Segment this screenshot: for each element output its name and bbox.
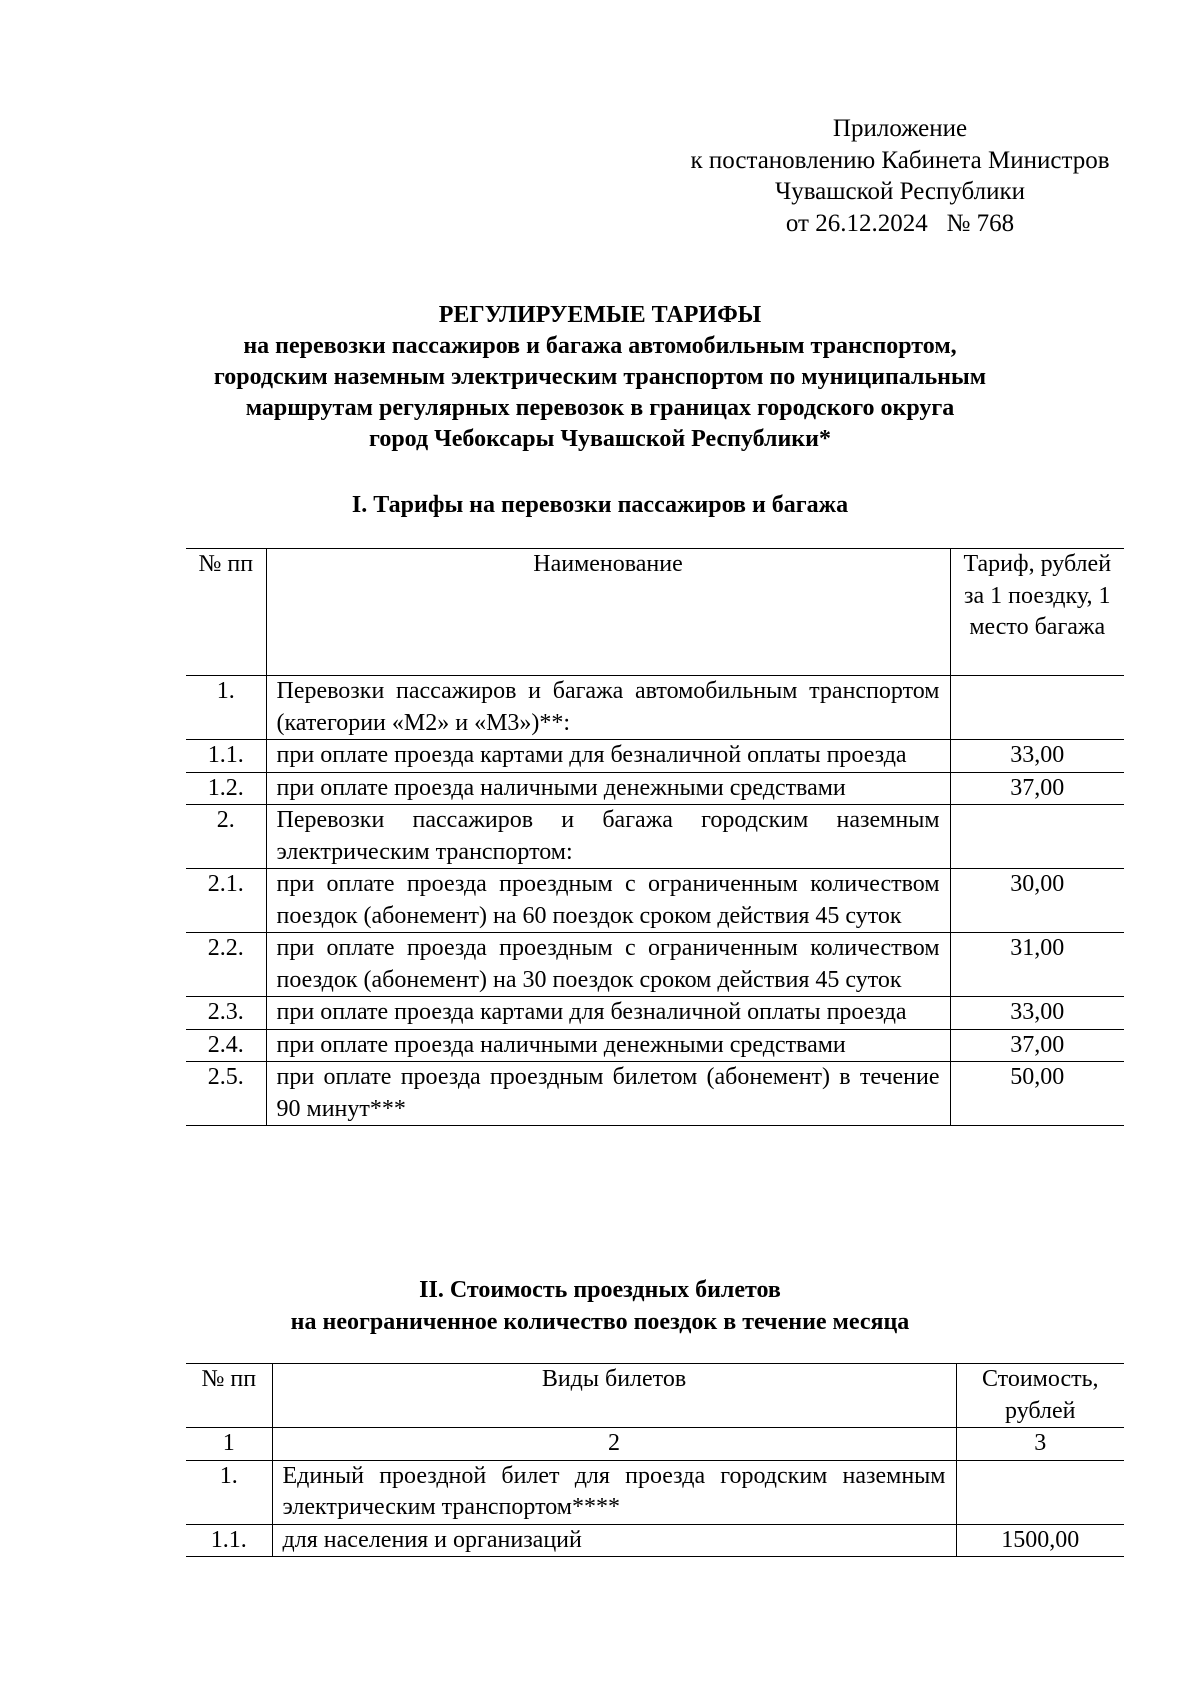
table-row <box>186 1062 1124 1126</box>
row-value <box>950 676 1124 740</box>
row-number: 2.5. <box>186 1062 266 1126</box>
tickets-table <box>186 1363 1124 1557</box>
table-header-row <box>186 1364 1124 1428</box>
table-row <box>186 933 1124 997</box>
row-number: 2. <box>186 805 266 869</box>
approval-number: № 768 <box>946 209 1015 237</box>
table-row <box>186 1524 1124 1557</box>
row-name: при оплате проезда проездным с ограниченным количеством поездок (абонемент) на 30 поездок сроком действия 45 суток <box>266 933 950 997</box>
tariffs-table <box>186 548 1124 1126</box>
row-number: 2.4. <box>186 1029 266 1062</box>
header-name: Виды билетов <box>272 1364 956 1428</box>
title-line-3: городским наземным электрическим транспортом по муниципальным <box>213 364 987 390</box>
row-value: 30,00 <box>950 869 1124 933</box>
row-name: при оплате проезда наличными денежными средствами <box>266 1029 950 1062</box>
row-value: 1500,00 <box>956 1524 1124 1557</box>
row-name: при оплате проезда проездным билетом (абонемент) в течение 90 минут*** <box>266 1062 950 1126</box>
row-value: 33,00 <box>950 997 1124 1030</box>
approval-date: от 26.12.2024 <box>785 209 928 237</box>
column-number-3: 3 <box>956 1428 1124 1461</box>
table-row <box>186 1029 1124 1062</box>
header-num: № пп <box>186 1364 272 1428</box>
row-number: 2.1. <box>186 869 266 933</box>
table-row <box>186 805 1124 869</box>
row-number: 1.1. <box>186 740 266 773</box>
table-row <box>186 997 1124 1030</box>
table-row <box>186 772 1124 805</box>
title-line-1: РЕГУЛИРУЕМЫЕ ТАРИФЫ <box>438 302 762 328</box>
title-line-4: маршрутам регулярных перевозок в границах городского округа <box>245 395 955 421</box>
table-row <box>186 1460 1124 1524</box>
approval-stamp <box>660 113 1140 239</box>
table-row <box>186 740 1124 773</box>
row-value: 50,00 <box>950 1062 1124 1126</box>
column-number-1: 1 <box>186 1428 272 1461</box>
header-value: Тариф, рублей за 1 поездку, 1 место багажа <box>950 549 1124 676</box>
table-header-row <box>186 549 1124 676</box>
row-name: Перевозки пассажиров и багажа городским наземным электрическим транспортом: <box>266 805 950 869</box>
row-name: Единый проездной билет для проезда городским наземным электрическим транспортом**** <box>272 1460 956 1524</box>
row-value: 37,00 <box>950 1029 1124 1062</box>
header-num: № пп <box>186 549 266 676</box>
row-name: при оплате проезда картами для безналичной оплаты проезда <box>266 740 950 773</box>
row-value: 37,00 <box>950 772 1124 805</box>
approval-date-number <box>660 208 1140 240</box>
section-2-title <box>140 1274 1060 1338</box>
row-value: 31,00 <box>950 933 1124 997</box>
row-number: 2.3. <box>186 997 266 1030</box>
row-number: 2.2. <box>186 933 266 997</box>
row-value <box>956 1460 1124 1524</box>
header-value: Стоимость, рублей <box>956 1364 1124 1428</box>
row-number: 1.2. <box>186 772 266 805</box>
row-number: 1. <box>186 676 266 740</box>
approval-line-1: Приложение <box>832 115 968 142</box>
row-name: при оплате проезда наличными денежными средствами <box>266 772 950 805</box>
row-name: для населения и организаций <box>272 1524 956 1557</box>
section-2-title-line-2: на неограниченное количество поездок в течение месяца <box>290 1309 910 1335</box>
row-name: Перевозки пассажиров и багажа автомобильным транспортом (категории «М2» и «М3»)**: <box>266 676 950 740</box>
row-number: 1. <box>186 1460 272 1524</box>
header-name: Наименование <box>266 549 950 676</box>
section-2-title-line-1: II. Стоимость проездных билетов <box>419 1277 781 1303</box>
section-1-title: I. Тарифы на перевозки пассажиров и багажа <box>351 492 849 518</box>
table-row <box>186 676 1124 740</box>
column-number-2: 2 <box>272 1428 956 1461</box>
column-numbers-row <box>186 1428 1124 1461</box>
approval-line-2: к постановлению Кабинета Министров <box>690 146 1110 174</box>
row-number: 1.1. <box>186 1524 272 1557</box>
title-line-2: на перевозки пассажиров и багажа автомобильным транспортом, <box>243 333 957 359</box>
document-title <box>140 300 1060 455</box>
table-row <box>186 869 1124 933</box>
title-line-5: город Чебоксары Чувашской Республики* <box>369 426 831 452</box>
row-value <box>950 805 1124 869</box>
approval-line-3: Чувашской Республики <box>774 178 1026 205</box>
row-value: 33,00 <box>950 740 1124 773</box>
row-name: при оплате проезда проездным с ограниченным количеством поездок (абонемент) на 60 поездок сроком действия 45 суток <box>266 869 950 933</box>
row-name: при оплате проезда картами для безналичной оплаты проезда <box>266 997 950 1030</box>
